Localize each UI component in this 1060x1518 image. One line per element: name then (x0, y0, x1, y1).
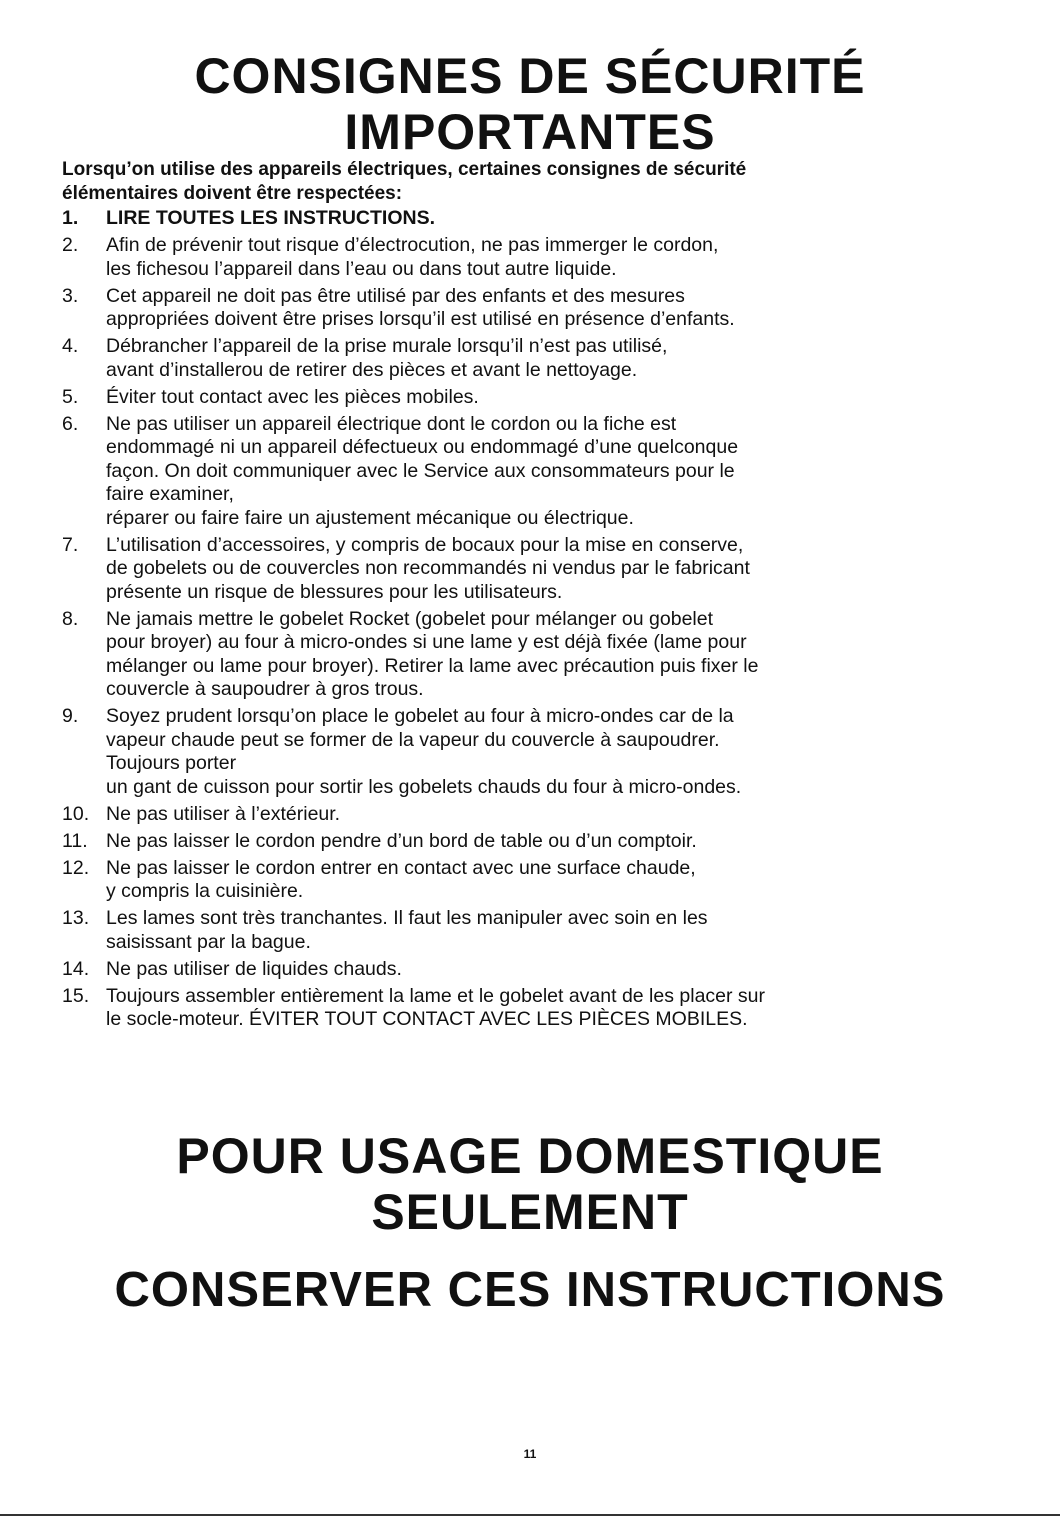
safety-rule-12 (62, 857, 1002, 904)
rule-text-line: présente un risque de blessures pour les utilisateurs. (106, 580, 563, 603)
rule-text-line: couvercle à saupoudrer à gros trous. (106, 678, 424, 700)
safety-rule-1 (62, 207, 1002, 231)
safety-rule-2 (62, 234, 1002, 281)
rule-text-line: LIRE TOUTES LES INSTRUCTIONS. (106, 207, 435, 229)
rule-text-line: endommagé ni un appareil défectueux ou endommagé d’une quelconque (106, 436, 739, 458)
safety-title-line-1: CONSIGNES DE SÉCURITÉ (194, 48, 866, 104)
rule-text-line: L’utilisation d’accessoires, y compris de bocaux pour la mise en conserve, (106, 533, 744, 556)
safety-title (0, 48, 1060, 160)
rule-text-line: Ne pas utiliser de liquides chauds. (106, 957, 402, 980)
rule-text-line: pour broyer) au four à micro-ondes si une lame y est déjà fixée (lame pour (106, 631, 747, 653)
safety-rule-10 (62, 803, 1002, 827)
rule-text-line: réparer ou faire faire un ajustement mécanique ou électrique. (106, 506, 634, 529)
rule-text-line: Éviter tout contact avec les pièces mobiles. (106, 385, 479, 408)
safety-rules-list (62, 207, 1002, 1035)
rule-text-line: Les lames sont très tranchantes. Il faut les manipuler avec soin en les (106, 907, 708, 929)
keep-instructions-line: CONSERVER CES INSTRUCTIONS (114, 1263, 946, 1317)
keep-instructions-heading (0, 1262, 1060, 1318)
rule-text-line: y compris la cuisinière. (106, 880, 304, 902)
safety-rule-13 (62, 907, 1002, 954)
home-use-line-2: SEULEMENT (371, 1184, 689, 1240)
intro-paragraph (62, 158, 982, 206)
rule-number: 10. (62, 802, 90, 825)
rule-number: 6. (62, 412, 79, 435)
safety-rule-14 (62, 958, 1002, 982)
rule-number: 2. (62, 234, 79, 256)
rule-text-line: les fichesou l’appareil dans l’eau ou dans tout autre liquide. (106, 257, 617, 280)
rule-text-line: Cet appareil ne doit pas être utilisé par des enfants et des mesures (106, 284, 685, 307)
rule-text-line: Soyez prudent lorsqu’on place le gobelet au four à micro-ondes car de la (106, 705, 734, 727)
safety-rule-6 (62, 413, 1002, 531)
safety-rule-4 (62, 335, 1002, 382)
rule-number: 11. (62, 829, 88, 852)
rule-text-line: façon. On doit communiquer avec le Service aux consommateurs pour le (106, 459, 735, 482)
rule-text-line: appropriées doivent être prises lorsqu’il est utilisé en présence d’enfants. (106, 308, 735, 330)
rule-text-line: Ne pas utiliser un appareil électrique dont le cordon ou la fiche est (106, 412, 677, 435)
intro-line-1: Lorsqu’on utilise des appareils électriques, certaines consignes de sécurité (62, 159, 747, 180)
rule-text-line: Toujours assembler entièrement la lame et le gobelet avant de les placer sur (106, 984, 766, 1007)
rule-text-line: vapeur chaude peut se former de la vapeur du couvercle à saupoudrer. (106, 728, 720, 751)
rule-text-line: Ne pas laisser le cordon entrer en contact avec une surface chaude, (106, 856, 696, 879)
home-use-heading (0, 1128, 1060, 1240)
intro-line-2: élémentaires doivent être respectées: (62, 183, 403, 204)
rule-text-line: mélanger ou lame pour broyer). Retirer la lame avec précaution puis fixer le (106, 654, 759, 677)
rule-number: 13. (62, 907, 90, 929)
rule-text-line: faire examiner, (106, 483, 234, 505)
safety-rule-11 (62, 830, 1002, 854)
rule-number: 1. (62, 207, 79, 229)
rule-text-line: de gobelets ou de couvercles non recommandés ni vendus par le fabricant (106, 557, 750, 579)
rule-number: 5. (62, 385, 79, 408)
rule-number: 15. (62, 984, 90, 1007)
rule-text-line: un gant de cuisson pour sortir les gobelets chauds du four à micro-ondes. (106, 775, 742, 798)
rule-number: 3. (62, 284, 79, 307)
rule-text-line: le socle-moteur. ÉVITER TOUT CONTACT AVEC LES PIÈCES MOBILES. (106, 1008, 748, 1030)
bottom-divider (0, 1514, 1060, 1516)
rule-number: 4. (62, 335, 79, 357)
safety-rule-8 (62, 608, 1002, 702)
home-use-line-1: POUR USAGE DOMESTIQUE (176, 1128, 884, 1184)
rule-text-line: Afin de prévenir tout risque d’électrocution, ne pas immerger le cordon, (106, 234, 719, 256)
rule-text-line: Débrancher l’appareil de la prise murale lorsqu’il n’est pas utilisé, (106, 335, 668, 357)
rule-number: 12. (62, 856, 90, 879)
rule-number: 8. (62, 607, 79, 630)
rule-number: 9. (62, 705, 79, 727)
safety-rule-9 (62, 705, 1002, 799)
safety-rule-15 (62, 985, 1002, 1032)
rule-number: 14. (62, 957, 90, 980)
rule-text-line: saisissant par la bague. (106, 930, 311, 953)
rule-text-line: Ne jamais mettre le gobelet Rocket (gobelet pour mélanger ou gobelet (106, 607, 714, 630)
rule-text-line: Ne pas laisser le cordon pendre d’un bord de table ou d’un comptoir. (106, 829, 697, 852)
safety-rule-3 (62, 285, 1002, 332)
rule-number: 7. (62, 533, 79, 556)
safety-rule-5 (62, 386, 1002, 410)
page-number: 11 (523, 1447, 537, 1461)
safety-title-line-2: IMPORTANTES (344, 104, 716, 160)
safety-rule-7 (62, 534, 1002, 605)
rule-text-line: avant d’installerou de retirer des pièces et avant le nettoyage. (106, 358, 638, 381)
rule-text-line: Ne pas utiliser à l’extérieur. (106, 802, 341, 825)
rule-text-line: Toujours porter (106, 752, 237, 774)
